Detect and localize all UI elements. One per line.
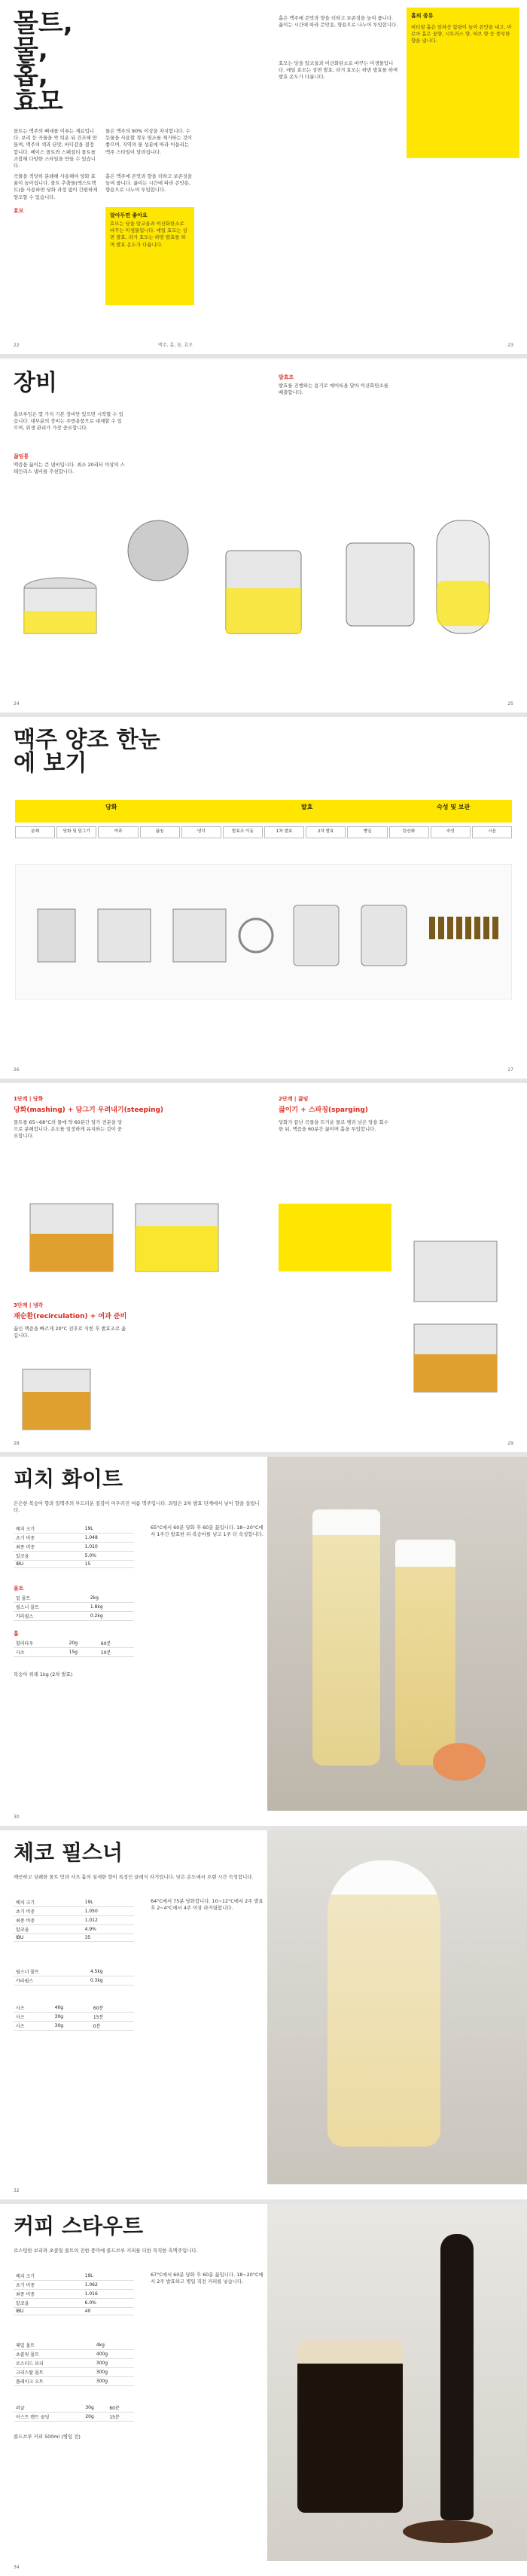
- sidebar-box: [407, 8, 519, 158]
- step-label: 시음: [472, 826, 512, 838]
- recipe-stats: 배치 크기 19L 초기 비중 1.062 최종 비중 1.016 알코올 6.0% IBU 40: [14, 2272, 134, 2315]
- fermenter-icon: [361, 905, 407, 966]
- fermenter-desc: 발효를 진행하는 용기로 에어록을 달아 이산화탄소를 배출합니다.: [279, 383, 388, 396]
- step-label: 탄산화: [389, 826, 429, 838]
- folio-left: 22: [14, 343, 20, 348]
- step1-title: 당화(mashing) + 담그기 우려내기(steeping): [14, 1106, 164, 1114]
- spread-equipment: [0, 359, 527, 713]
- recipe-title: 체코 필스너: [14, 1840, 123, 1865]
- beer-photo: [267, 2204, 527, 2561]
- recipe-intro: 은은한 복숭아 향과 밀맥주의 부드러운 질감이 어우러진 여름 맥주입니다. 과일은 2차 발효 단계에서 넣어 향을 살립니다.: [14, 1500, 260, 1514]
- body-text: 곡물을 적당히 분쇄해 사용해야 당화 효율이 높아집니다. 몰트 추출물(엑스트랙트)을 사용하면 당화 과정 없이 간편하게 양조할 수 있습니다.: [14, 173, 98, 200]
- folio-right: 27: [507, 1067, 513, 1073]
- tip-box: [105, 207, 194, 305]
- grinder-icon: [38, 909, 75, 962]
- step3-text: 끓인 맥즙을 빠르게 20°C 전후로 식힌 후 발효조로 옮깁니다.: [14, 1326, 126, 1339]
- process-illustration: [15, 864, 512, 1000]
- folio-right: 25: [507, 701, 513, 707]
- steps-row: [15, 826, 512, 838]
- sidebar-title: 홉의 종류: [411, 13, 434, 19]
- strainer-icon: [128, 520, 188, 581]
- recipe-title: 커피 스타우트: [14, 2214, 144, 2239]
- grain-table: 페일 몰트 4kg 초콜릿 몰트 400g 로스티드 보리 300g 크리스탈 몰트 300g 플레이크 오트 300g: [14, 2341, 134, 2386]
- method-text: 64°C에서 75분 당화합니다. 10~12°C에서 2주 발효 후 2~4°C에서 4주 이상 라거링합니다.: [151, 1898, 264, 1912]
- recirculation-illustration: [15, 1362, 105, 1437]
- step-label: 분쇄: [15, 826, 55, 838]
- stage-mash: 당화: [105, 804, 117, 810]
- folio-right: 23: [507, 343, 513, 348]
- kettle-tag: 끓임통: [14, 453, 29, 459]
- beer-photo: [267, 1457, 527, 1811]
- subhead: 효모: [14, 208, 24, 214]
- hop-table: 사츠 40g 60분 사츠 30g 15분 사츠 30g 0분: [14, 2004, 134, 2031]
- body-text: 효모는 당을 알코올과 이산화탄소로 바꾸는 미생물입니다. 에일 효모는 상면 발효, 라거 효모는 하면 발효를 하며 발효 온도가 다릅니다.: [279, 60, 398, 81]
- step3-tag: 3단계 | 냉각: [14, 1302, 44, 1308]
- step-label: 당화 및 담그기: [56, 826, 96, 838]
- stage-band: [15, 800, 512, 823]
- folio-left: 34: [14, 2565, 20, 2570]
- mash-illustration: [15, 1181, 241, 1279]
- grain-table: 밀 몰트 2kg 필스너 몰트 1.8kg 카라필스 0.2kg: [14, 1594, 134, 1621]
- spread-brewing-steps: [0, 1083, 527, 1452]
- folio-left: 30: [14, 1814, 20, 1820]
- step2-tag: 2단계 | 끓임: [279, 1096, 309, 1102]
- fermenter-tag: 발효조: [279, 374, 294, 380]
- recipe-stats: 배치 크기 19L 초기 비중 1.048 최종 비중 1.010 알코올 5.0% IBU 15: [14, 1525, 134, 1568]
- kettle-icon: [173, 909, 226, 962]
- folio-left: 24: [14, 701, 20, 707]
- running-head: 맥주, 홉, 물, 효모: [158, 343, 193, 348]
- step3-title: 재순환(recirculation) + 여과 준비: [14, 1313, 127, 1320]
- step-label: 냉각: [181, 826, 221, 838]
- recipe-intro: 로스팅한 보리와 초콜릿 몰트의 진한 풍미에 콜드브루 커피를 더한 묵직한 흑맥주입니다.: [14, 2248, 198, 2254]
- body-text: 홉은 맥주에 쓴맛과 향을 더하고 보존성을 높여 줍니다. 끓이는 시간에 따라 쓴맛용, 향용으로 나누어 투입합니다.: [279, 15, 398, 29]
- recipe-intro: 깨끗하고 상쾌한 몰트 맛과 사츠 홉의 섬세한 향이 특징인 클래식 라거입니다. 낮은 온도에서 오랜 시간 숙성합니다.: [14, 1874, 254, 1880]
- grain-head: 몰트: [14, 1586, 24, 1592]
- body-text: 몰트는 맥주의 뼈대를 이루는 재료입니다. 보리 등 곡물을 싹 틔운 뒤 건조해 만들며, 맥주의 색과 단맛, 바디감을 결정합니다. 베이스 몰트와 스페셜티 몰트를 조합해 다양한 스타일을 만들 수 있습니다.: [14, 128, 97, 169]
- folio-right: 29: [507, 1441, 513, 1446]
- spread-brewing-overview: [0, 717, 527, 1079]
- recipe-czech-pilsner: [0, 1830, 527, 2199]
- stage-ferment: 발효: [301, 804, 313, 810]
- stage-condition: 숙성 및 보관: [437, 804, 471, 810]
- sidebar-text: 비터링 홉은 알파산 함량이 높아 쓴맛을 내고, 아로마 홉은 꽃향, 시트러스 향, 허브 향 등 풍부한 향을 냅니다.: [411, 24, 512, 44]
- page-title: 맥주 양조 한눈에 보기: [14, 727, 160, 777]
- step-label: 1차 발효: [264, 826, 304, 838]
- page-title: 장비: [14, 370, 57, 396]
- body-text: 물은 맥주의 90% 이상을 차지합니다. 수돗물을 사용할 경우 염소를 제거하는 것이 좋으며, 지역의 물 성분에 따라 어울리는 맥주 스타일이 달라집니다.: [105, 128, 193, 155]
- grain-table: 필스너 몰트 4.5kg 카라필스 0.3kg: [14, 1967, 134, 1985]
- body-text: 홉은 맥주에 쓴맛과 향을 더하고 보존성을 높여 줍니다. 끓이는 시간에 따라 쓴맛용, 향용으로 나누어 투입합니다.: [105, 173, 193, 194]
- recipe-title: 피치 화이트: [14, 1467, 123, 1491]
- intro-text: 홈브루잉은 몇 가지 기본 장비만 있으면 시작할 수 있습니다. 대부분의 장비는 주방용품으로 대체할 수 있으며, 위생 관리가 가장 중요합니다.: [14, 411, 123, 432]
- folio-left: 32: [14, 2188, 20, 2193]
- sparge-illustration: [399, 1234, 519, 1407]
- hop-head: 홉: [14, 1631, 19, 1637]
- step-label: 병입: [347, 826, 387, 838]
- folio-left: 26: [14, 1067, 20, 1073]
- method-text: 65°C에서 60분 당화 후 60분 끓입니다. 18~20°C에서 1주간 발효한 뒤 복숭아를 넣고 1주 더 숙성합니다.: [151, 1525, 264, 1538]
- step2-text: 당화가 끝난 곡물을 뜨거운 물로 헹궈 남은 당을 회수한 뒤, 맥즙을 60분간 끓이며 홉을 투입합니다.: [279, 1119, 388, 1133]
- recipe-stats: 배치 크기 19L 초기 비중 1.050 최종 비중 1.012 알코올 4.9% IBU 35: [14, 1898, 134, 1942]
- hop-table: 할러타우 20g 60분 사츠 15g 10분: [14, 1639, 134, 1657]
- page-title: 몰트, 물, 홉, 효모: [14, 8, 73, 118]
- step-label: 2차 발효: [306, 826, 346, 838]
- extra-ingredient: 복숭아 퓌레 1kg (2차 발효): [14, 1671, 73, 1677]
- tip-title: 알아두면 좋아요: [110, 212, 148, 218]
- mash-tun-icon: [98, 909, 151, 962]
- step2-title: 끓이기 + 스파징(sparging): [279, 1106, 368, 1114]
- recipe-coffee-stout: [0, 2204, 527, 2576]
- equipment-illustration: [15, 505, 512, 656]
- spread-malt-water-hops-yeast: [0, 0, 527, 354]
- step-label: 여과: [98, 826, 138, 838]
- method-text: 67°C에서 60분 당화 후 60분 끓입니다. 18~20°C에서 2주 발효하고 병입 직전 커피를 넣습니다.: [151, 2272, 264, 2285]
- recipe-peach-white: [0, 1457, 527, 1826]
- kettle-desc: 맥즙을 끓이는 큰 냄비입니다. 최소 20리터 이상의 스테인리스 냄비를 추천합니다.: [14, 462, 125, 475]
- step1-tag: 1단계 | 당화: [14, 1096, 44, 1102]
- beer-photo: [267, 1830, 527, 2184]
- step-label: 숙성: [431, 826, 471, 838]
- step-label: 발효조 이동: [223, 826, 263, 838]
- folio-left: 28: [14, 1441, 20, 1446]
- fermenter-icon: [346, 543, 414, 626]
- step-label: 끓임: [140, 826, 180, 838]
- extra-ingredient: 콜드브루 커피 500ml (병입 전): [14, 2434, 81, 2440]
- note-box: [279, 1204, 391, 1271]
- tip-text: 효모는 당을 알코올과 이산화탄소로 바꾸는 미생물입니다. 에일 효모는 상면 발효, 라거 효모는 하면 발효를 하며 발효 온도가 다릅니다.: [110, 221, 187, 248]
- hop-table: 퍼글 30g 60분 이스트 켄트 골딩 20g 15분: [14, 2404, 134, 2422]
- fermenter-icon: [294, 905, 339, 966]
- step1-text: 몰트를 65~68°C의 물에 약 60분간 담가 전분을 당으로 분해합니다. 온도를 일정하게 유지하는 것이 중요합니다.: [14, 1119, 123, 1140]
